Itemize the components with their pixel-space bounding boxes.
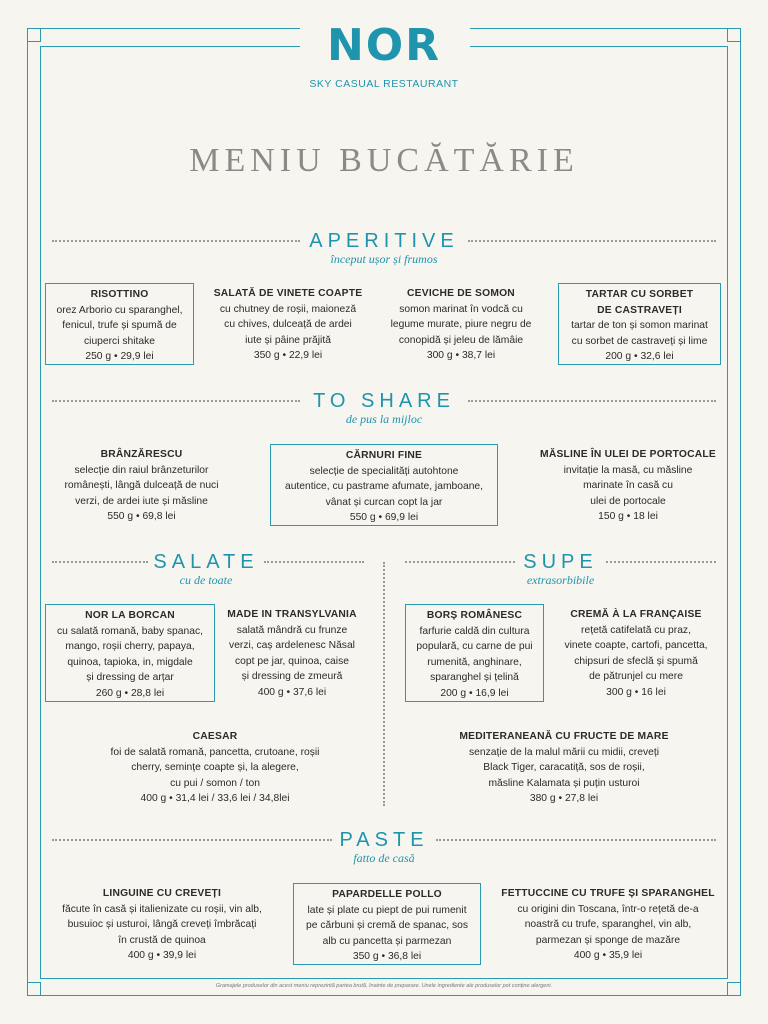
section-subtitle: extrasorbibile <box>526 573 595 587</box>
section-title: TO SHARE <box>313 390 455 412</box>
menu-item <box>45 283 194 365</box>
section-paste <box>332 829 436 865</box>
item-description: rețetă catifelată cu praz, vinete coapte, cartofi, pancetta, chipsuri de sfeclă și spumă de pătrunjel cu mere <box>564 624 708 682</box>
section-supe <box>515 551 606 587</box>
item-price: 400 g • 39,9 lei <box>127 950 197 961</box>
divider-dots <box>606 561 716 563</box>
divider-dots <box>264 561 364 563</box>
item-name: CEVICHE DE SOMON <box>407 288 515 299</box>
item-price: 150 g • 18 lei <box>598 511 658 522</box>
divider-dots <box>468 240 716 242</box>
item-description: late și plate cu piept de pui rumenit pe cărbuni și cremă de spanac, sos alb cu pancetta și parmezan <box>306 904 468 947</box>
page-title: MENIU BUCĂTĂRIE <box>189 142 579 179</box>
item-price: 300 g • 38,7 lei <box>426 350 496 361</box>
item-price: 200 g • 16,9 lei <box>440 687 509 699</box>
item-name: SALATĂ DE VINETE COAPTE <box>213 288 363 299</box>
section-title: SUPE <box>523 551 598 573</box>
section-salate <box>148 551 264 587</box>
item-description: somon marinat în vodcă cu legume murate, piure negru de conopidă și jeleu de lămâie <box>390 303 532 346</box>
item-price: 400 g • 35,9 lei <box>573 950 643 961</box>
brand-tagline: SKY CASUAL RESTAURANT <box>309 78 459 90</box>
menu-item <box>528 444 728 526</box>
section-subtitle: cu de toate <box>179 573 233 587</box>
item-name: CAESAR <box>192 731 238 742</box>
item-name: PAPARDELLE POLLO <box>332 889 442 900</box>
section-subtitle: de pus la mijloc <box>345 412 423 426</box>
item-name: TARTAR CU SORBET DE CASTRAVEȚI <box>585 289 694 316</box>
item-name: MEDITERANEANĂ CU FRUCTE DE MARE <box>459 731 669 742</box>
column-divider <box>383 562 385 806</box>
section-title: SALATE <box>153 551 259 573</box>
item-price: 380 g • 27,8 lei <box>529 793 599 804</box>
menu-item <box>405 604 544 702</box>
item-price: 400 g • 31,4 lei / 33,6 lei / 34,8lei <box>140 793 290 804</box>
divider-dots <box>52 839 332 841</box>
item-price: 300 g • 16 lei <box>606 686 666 698</box>
item-description: selecție de specialități autohtone autentice, cu pastrame afumate, jamboane, vânat și curcan copt la jar <box>284 465 484 508</box>
item-price: 550 g • 69,8 lei <box>107 511 176 522</box>
item-name: FETTUCCINE CU TRUFE ȘI SPARANGHEL <box>501 888 715 899</box>
item-name: CĂRNURI FINE <box>345 450 423 461</box>
menu-item <box>45 604 215 702</box>
item-description: farfurie caldă din cultura populară, cu carne de pui rumenită, anghinare, sparanghel și țelină <box>416 625 533 683</box>
divider-dots <box>468 400 716 402</box>
divider-dots <box>52 400 300 402</box>
menu-item <box>220 604 364 702</box>
item-description: cu origini din Toscana, într-o rețetă de-a noastră cu trufe, sparanghel, vin alb, parmezan și sponge de mazăre <box>517 903 699 946</box>
menu-item <box>62 726 368 808</box>
item-description: senzație de la malul mării cu midii, creveți Black Tiger, caracatiță, sos de roșii, măsline Kalamata și puțin usturoi <box>469 746 659 789</box>
item-name: BRÂNZĂRESCU <box>100 449 183 460</box>
item-price: 260 g • 28,8 lei <box>95 687 165 699</box>
item-price: 200 g • 32,6 lei <box>605 351 674 362</box>
item-price: 350 g • 36,8 lei <box>352 951 422 962</box>
item-description: invitație la masă, cu măsline marinate în casă cu ulei de portocale <box>563 464 693 507</box>
menu-item <box>558 283 721 365</box>
section-subtitle: început ușor și frumos <box>330 252 438 266</box>
footnote: Gramajele produselor din acest meniu reprezintă partea brută, înainte de preparare. Unele ingrediente ale produselor pot conține alergeni. <box>215 983 553 989</box>
section-to-share <box>300 390 468 426</box>
item-name: MĂSLINE ÎN ULEI DE PORTOCALE <box>540 449 716 460</box>
brand-logo: NOR <box>326 20 442 71</box>
item-name: MADE IN TRANSYLVANIA <box>227 609 357 620</box>
item-price: 250 g • 29,9 lei <box>85 351 154 362</box>
item-description: cu salată romană, baby spanac, mango, roșii cherry, papaya, quinoa, tapioka, in, migdale și dressing de arțar <box>57 625 203 683</box>
item-name: CREMĂ À LA FRANÇAISE <box>570 609 702 620</box>
item-price: 350 g • 22,9 lei <box>253 350 323 361</box>
item-price: 400 g • 37,6 lei <box>257 686 327 698</box>
menu-item <box>488 883 728 965</box>
menu-item <box>378 283 544 365</box>
item-description: tartar de ton și somon marinat cu sorbet de castraveți și lime <box>571 320 708 347</box>
menu-item <box>270 444 498 526</box>
item-description: selecție din raiul brânzeturilor românești, lângă dulceață de nuci verzi, de ardei iute și măsline <box>64 464 219 507</box>
section-aperitive <box>300 230 468 266</box>
item-name: NOR LA BORCAN <box>85 610 175 621</box>
section-subtitle: fatto de casă <box>353 851 415 865</box>
item-name: RISOTTINO <box>90 289 149 300</box>
divider-dots <box>436 839 716 841</box>
divider-dots <box>52 561 148 563</box>
divider-dots <box>405 561 515 563</box>
divider-dots <box>52 240 300 242</box>
item-name: BORȘ ROMÂNESC <box>426 610 523 621</box>
section-title: PASTE <box>339 829 429 851</box>
section-title: APERITIVE <box>309 230 459 252</box>
menu-item <box>202 283 374 365</box>
item-name: LINGUINE CU CREVEȚI <box>102 888 222 899</box>
menu-item <box>45 883 279 965</box>
item-description: cu chutney de roșii, maioneză cu chives, dulceață de ardei iute și pâine prăjită <box>219 303 357 346</box>
item-description: făcute în casă și italienizate cu roșii, vin alb, busuioc și usturoi, lângă creveți îmbrăcați în crustă de quinoa <box>62 903 262 946</box>
item-description: salată mândră cu frunze verzi, caș ardelenesc Năsal copt pe jar, quinoa, caise și dressing de zmeură <box>229 624 355 682</box>
item-description: foi de salată romană, pancetta, crutoane, roșii cherry, semințe coapte și, la alegere, cu pui / somon / ton <box>110 746 320 789</box>
menu-item <box>400 726 728 808</box>
menu-item <box>548 604 724 702</box>
item-description: orez Arborio cu sparanghel, fenicul, trufe și spumă de ciuperci shitake <box>56 304 183 347</box>
menu-item <box>293 883 481 965</box>
menu-item <box>45 444 238 526</box>
item-price: 550 g • 69,9 lei <box>349 512 419 523</box>
